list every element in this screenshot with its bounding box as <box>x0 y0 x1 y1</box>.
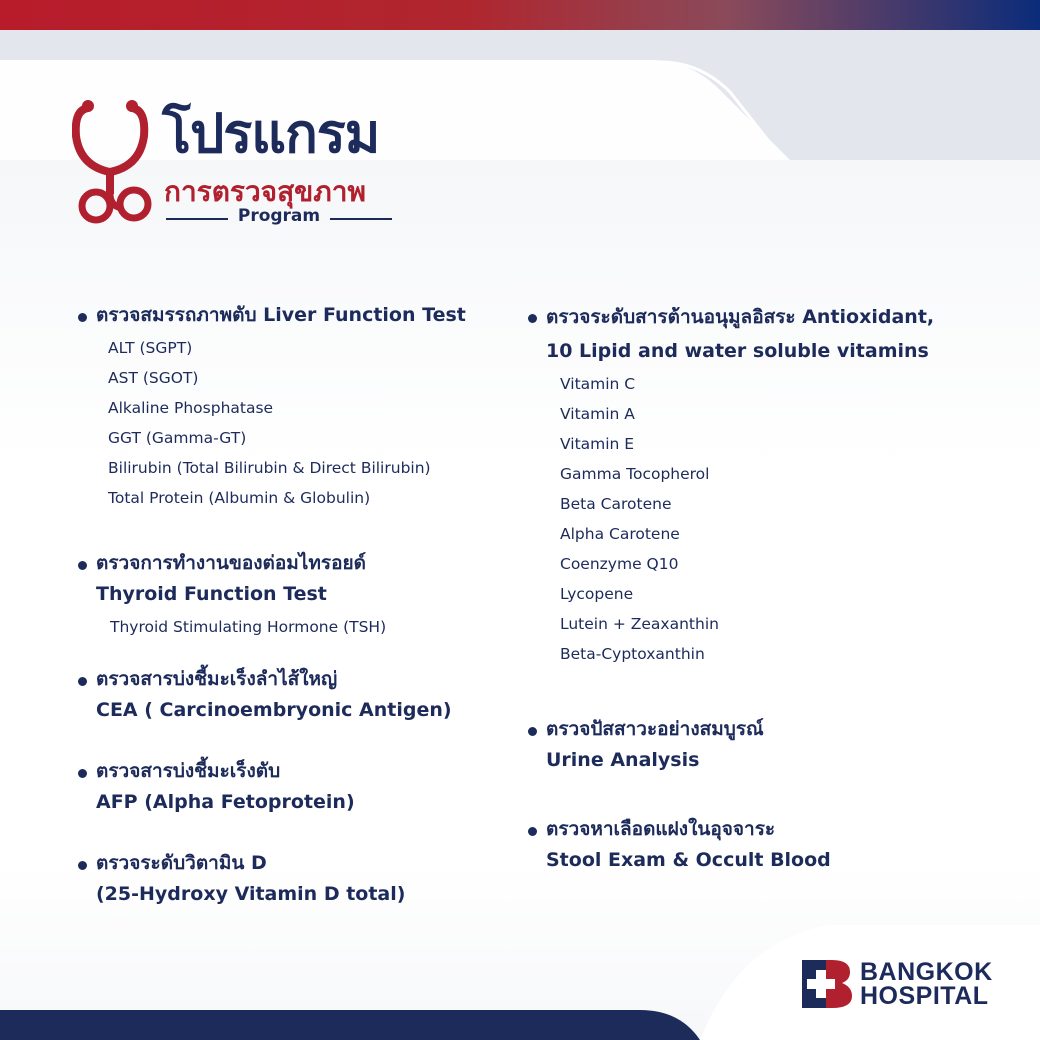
list-item: Total Protein (Albumin & Globulin) <box>108 489 371 507</box>
section-heading <box>76 300 516 331</box>
section-title: ตรวจระดับวิตามิน D <box>96 852 267 874</box>
section-title: ตรวจสารบ่งชี้มะเร็งตับ <box>96 760 281 782</box>
list-item: Bilirubin (Total Bilirubin & Direct Bilirubin) <box>108 459 431 477</box>
list-item: Alpha Carotene <box>560 525 680 543</box>
list-item: Vitamin A <box>560 405 635 423</box>
bullet-icon <box>528 314 537 323</box>
section-title: ตรวจปัสสาวะอย่างสมบูรณ์ <box>546 718 764 740</box>
section-heading <box>76 848 516 910</box>
program-title: โปรแกรม <box>162 102 380 165</box>
bullet-icon <box>528 727 537 736</box>
list-item: Coenzyme Q10 <box>560 555 679 573</box>
section-title-en: AFP (Alpha Fetoprotein) <box>96 791 355 813</box>
section-thyroid <box>76 548 516 642</box>
program-header <box>72 96 412 236</box>
section-title-en: Thyroid Function Test <box>96 583 327 605</box>
bullet-icon <box>528 827 537 836</box>
test-list <box>110 612 516 642</box>
bullet-icon <box>78 769 87 778</box>
bullet-icon <box>78 677 87 686</box>
section-title-en: (25-Hydroxy Vitamin D total) <box>96 883 406 905</box>
section-liver <box>76 300 516 513</box>
program-subtitle: การตรวจสุขภาพ <box>164 175 366 208</box>
section-antioxidant <box>526 300 996 669</box>
list-item: GGT (Gamma-GT) <box>108 429 247 447</box>
bullet-icon <box>78 313 87 322</box>
section-title-en: Stool Exam & Occult Blood <box>546 849 831 871</box>
list-item: ALT (SGPT) <box>108 339 193 357</box>
section-heading <box>76 664 516 726</box>
list-item: Lutein + Zeaxanthin <box>560 615 719 633</box>
bottom-wave <box>0 1010 700 1040</box>
section-title: ตรวจสมรรถภาพตับ Liver Function Test <box>96 304 466 326</box>
bangkok-hospital-brand <box>802 960 1012 1010</box>
brand-line2: HOSPITAL <box>860 982 989 1010</box>
section-stool <box>526 814 996 876</box>
top-bar <box>0 0 1040 30</box>
section-heading <box>76 756 516 818</box>
section-title: ตรวจระดับสารต้านอนุมูลอิสระ Antioxidant, <box>546 306 935 328</box>
section-vitamin-d <box>76 848 516 910</box>
list-item: Beta Carotene <box>560 495 672 513</box>
list-item: Vitamin E <box>560 435 635 453</box>
section-heading <box>526 714 996 776</box>
section-afp <box>76 756 516 818</box>
list-item: Gamma Tocopherol <box>560 465 710 483</box>
list-item: Thyroid Stimulating Hormone (TSH) <box>110 618 387 636</box>
list-item: Beta-Cyptoxanthin <box>560 645 705 663</box>
section-title-en: CEA ( Carcinoembryonic Antigen) <box>96 699 452 721</box>
section-urine <box>526 714 996 776</box>
list-item: Lycopene <box>560 585 634 603</box>
section-cea <box>76 664 516 726</box>
test-list <box>108 333 516 513</box>
section-heading <box>526 300 996 368</box>
list-item: AST (SGOT) <box>108 369 199 387</box>
section-heading <box>526 814 996 876</box>
divider-line <box>330 218 392 220</box>
program-english-row <box>166 206 392 230</box>
stethoscope-icon <box>72 96 162 231</box>
brand-line1: BANGKOK <box>860 958 993 986</box>
program-english-label: Program <box>237 206 321 226</box>
bullet-icon <box>78 861 87 870</box>
section-title-en: Urine Analysis <box>546 749 700 771</box>
section-title-en: 10 Lipid and water soluble vitamins <box>546 340 929 362</box>
section-title: ตรวจสารบ่งชี้มะเร็งลำไส้ใหญ่ <box>96 668 338 690</box>
test-list <box>560 369 996 669</box>
section-title: ตรวจการทำงานของต่อมไทรอยด์ <box>96 552 366 574</box>
brand-name <box>860 960 993 1008</box>
bullet-icon <box>78 561 87 570</box>
list-item: Alkaline Phosphatase <box>108 399 274 417</box>
section-title: ตรวจหาเลือดแฝงในอุจจาระ <box>546 818 776 840</box>
section-heading <box>76 548 516 610</box>
bangkok-hospital-logo-icon <box>802 960 852 1008</box>
list-item: Vitamin C <box>560 375 636 393</box>
